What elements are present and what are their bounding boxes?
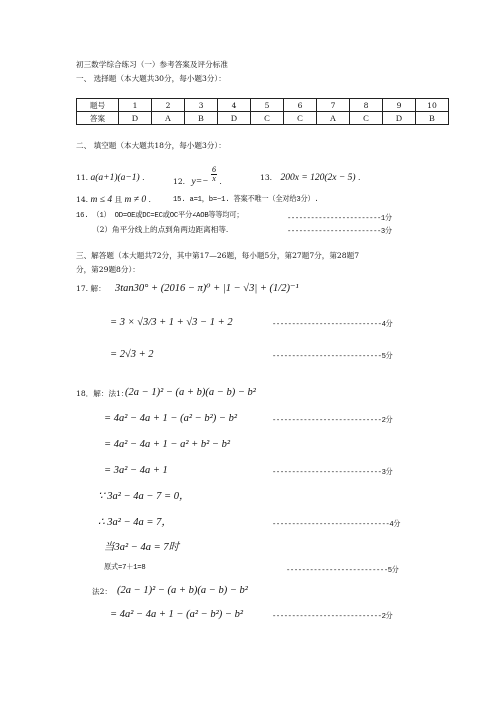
- section3-heading-line2: 分，第29题8分）：: [76, 265, 140, 274]
- q13-number: 13.: [260, 173, 273, 182]
- answer-cell: D: [383, 112, 416, 125]
- table-answer-label: 答案: [77, 112, 119, 125]
- q12-numerator: 6: [211, 165, 216, 174]
- q18-method2-step1: = 4a² − 4a + 1 − (a² − b²) − b²: [110, 609, 243, 620]
- question-number: 3: [185, 99, 218, 112]
- q17-step2-score: ----------------------------5分: [272, 353, 393, 361]
- question-number: 5: [251, 99, 284, 112]
- q18-step4: ∵ 3a² − 4a − 7 = 0，: [98, 491, 190, 502]
- answer-cell: D: [218, 112, 251, 125]
- q17-step2: = 2√3 + 2: [110, 349, 154, 360]
- answer-q12: 12. y=− $\frac{6}{x}$ .: [173, 165, 222, 187]
- section1-heading: 一、 选择题（本大题共30分，每小题3分）：: [76, 74, 226, 83]
- q12-denominator: x: [212, 174, 216, 183]
- q17-step1: = 3 × √3/3 + 1 + √3 − 1 + 2: [110, 317, 233, 328]
- q16-score2: ------------------------3分: [287, 228, 392, 236]
- question-number: 2: [152, 99, 185, 112]
- q18-step1-score: ----------------------------2分: [272, 417, 393, 425]
- question-number: 4: [218, 99, 251, 112]
- answer-cell: A: [317, 112, 350, 125]
- table-answer-row: [77, 112, 449, 125]
- q13-expression: 200x = 120(2x − 5): [280, 173, 356, 183]
- answer-cell: C: [284, 112, 317, 125]
- answer-q16-part2: （2）角平分线上的点到角两边距离相等.: [92, 225, 229, 234]
- q18-method2-label: 法2：: [92, 587, 113, 596]
- q18-step5-score: ------------------------------4分: [272, 521, 401, 529]
- question-number: 7: [317, 99, 350, 112]
- q14-cond-a: m ≤ 4: [90, 195, 113, 205]
- question-number: 9: [383, 99, 416, 112]
- section2-heading: 二、 填空题（本大题共18分，每小题3分）：: [76, 141, 226, 150]
- answer-q15: 15. a=1，b=−1. 答案不唯一（全对给3分）.: [173, 196, 319, 204]
- answer-q14: 14. m ≤ 4 且 m ≠ 0 .: [76, 195, 151, 205]
- q12-number: 12.: [173, 176, 186, 186]
- page-title: 初三数学综合练习（一）参考答案及评分标准: [76, 60, 228, 69]
- answer-cell: B: [185, 112, 218, 125]
- q12-fraction: [211, 166, 217, 183]
- q18-step6: 当3a² − 4a = 7时: [104, 542, 180, 553]
- q14-and: 且: [114, 195, 123, 204]
- q18-step5: ∴ 3a² − 4a = 7，: [98, 517, 172, 528]
- answer-cell: D: [119, 112, 152, 125]
- q11-expression: a(a+1)(a−1): [90, 173, 140, 183]
- q17-expression: 3tan30° + (2016 − π)⁰ + |1 − √3| + (1/2)⁻¹: [115, 283, 299, 294]
- q18-step7-score: --------------------------5分: [286, 567, 399, 575]
- q18-step1: = 4a² − 4a + 1 − (a² − b²) − b²: [104, 413, 237, 424]
- q11-number: 11.: [76, 173, 89, 182]
- answer-cell: B: [416, 112, 449, 125]
- q18-step3: = 3a² − 4a + 1: [104, 465, 168, 476]
- q18-expression: (2a − 1)² − (a + b)(a − b) − b²: [125, 387, 256, 398]
- answer-q13: 13. 200x = 120(2x − 5) .: [260, 173, 361, 183]
- q14-number: 14.: [76, 195, 89, 204]
- table-header-row: [77, 99, 449, 112]
- answer-cell: A: [152, 112, 185, 125]
- q16-score1: ------------------------1分: [287, 215, 392, 223]
- q17-label: 17. 解：: [76, 284, 106, 293]
- answer-cell: C: [350, 112, 383, 125]
- table-header-label: 题号: [77, 99, 119, 112]
- answer-cell: C: [251, 112, 284, 125]
- question-number: 6: [284, 99, 317, 112]
- q12-lhs: y=−: [191, 176, 209, 187]
- q17-step1-score: ----------------------------4分: [272, 321, 393, 329]
- section3-heading-line1: 三、解答题（本大题共72分，其中第17—26题，每小题5分，第27题7分，第28题7: [76, 251, 360, 260]
- answer-q11: 11. a(a+1)(a−1) .: [76, 173, 145, 183]
- question-number: 10: [416, 99, 449, 112]
- question-number: 1: [119, 99, 152, 112]
- q18-label: 18．解：法1：: [76, 389, 129, 398]
- answer-table: [76, 98, 449, 125]
- answer-q16-part1: 16. （1） OD=OE或DC=EC或OC平分∠AOB等等均可；: [76, 212, 244, 220]
- q18-step7: 原式=7＋1=8: [104, 564, 146, 572]
- q14-cond-b: m ≠ 0: [124, 195, 147, 205]
- q18-step3-score: ----------------------------3分: [272, 469, 393, 477]
- q18-step2: = 4a² − 4a + 1 − a² + b² − b²: [104, 439, 230, 450]
- q18-method2-expression: (2a − 1)² − (a + b)(a − b) − b²: [117, 585, 248, 596]
- q18-method2-step1-score: ----------------------------2分: [272, 613, 393, 621]
- question-number: 8: [350, 99, 383, 112]
